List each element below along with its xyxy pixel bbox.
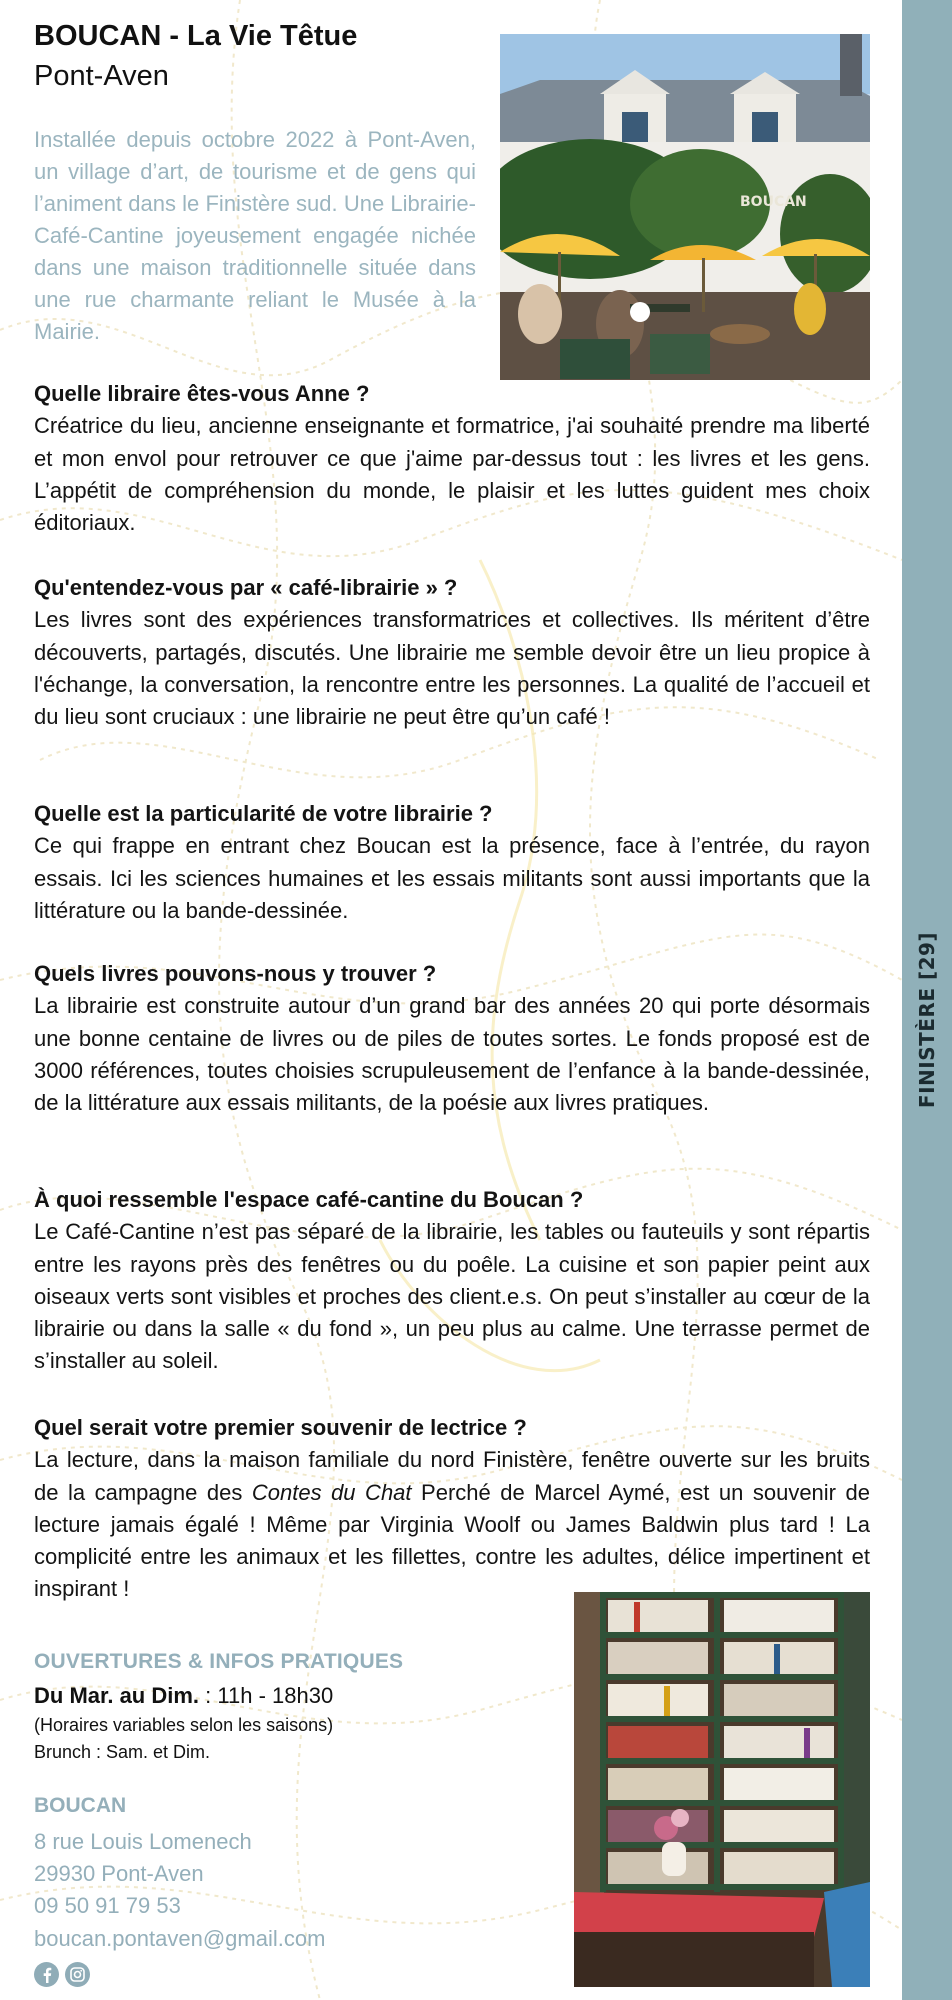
address-block [34, 1826, 325, 1955]
qa-block-lecture [34, 1412, 870, 1606]
social-icons [34, 1962, 90, 1987]
address-city: 29930 Pont-Aven [34, 1861, 204, 1887]
qa-block [34, 798, 870, 927]
qa-answer: Le Café-Cantine n’est pas séparé de la librairie, les tables ou fauteuils y sont répartis entre les rayons près des fenêtres ou du poêle. La cuisine et son papier peint aux oiseaux verts sont visibles et proches des client.e.s. On peut s’installer au cœur de la librairie ou dans la salle « du fond », un peu plus au calme. Une terrasse permet de s’installer au soleil. [34, 1219, 870, 1374]
brunch-info: Brunch : Sam. et Dim. [34, 1742, 211, 1762]
practical-info [34, 1650, 554, 1763]
storefront-sign-text: BOUCAN [740, 194, 807, 210]
qa-answer: Ce qui frappe en entrant chez Boucan est la présence, face à l’entrée, du rayon essais. Ici les sciences humaines et les essais militants sont aussi importants que la littérature ou la bande-dessinée. [34, 833, 870, 923]
address-street: 8 rue Louis Lomenech [34, 1829, 252, 1854]
phone-number[interactable]: 09 50 91 79 53 [34, 1893, 181, 1919]
page-title: BOUCAN - La Vie Têtue [34, 20, 358, 52]
qa-question: Qu'entendez-vous par « café-librairie » ? [34, 575, 458, 600]
qa-question: Quelle est la particularité de votre librairie ? [34, 801, 493, 826]
page-subtitle: Pont-Aven [34, 60, 169, 92]
storefront-photo [500, 34, 870, 380]
qa-answer: La librairie est construite autour d’un grand bar des années 20 qui porte désormais une bonne centaine de livres ou de piles de toutes sortes. Le fonds proposé est de 3000 références, toutes choisies scrupuleusement de l’enfance à la bande-dessinée, de la littérature aux essais militants, de la poésie aux livres pratiques. [34, 993, 870, 1116]
qa-block [34, 958, 870, 1119]
qa-block [34, 1184, 870, 1378]
qa-block [34, 378, 870, 539]
instagram-icon[interactable] [65, 1962, 90, 1987]
hours-note: (Horaires variables selon les saisons) [34, 1715, 334, 1735]
department-label-text: FINISTÈRE [29] [915, 931, 940, 1109]
qa-question: À quoi ressemble l'espace café-cantine du Boucan ? [34, 1187, 584, 1212]
qa-answer-part: La lecture, dans la maison familiale du nord Finistère, fenêtre ouverte sur les bruits de la campagne des [34, 1447, 870, 1505]
intro-paragraph: Installée depuis octobre 2022 à Pont-Aven, un village d’art, de tourisme et de gens qui l’animent dans le Finistère sud. Une Librairie-Café-Cantine joyeusement engagée nichée dans une maison traditionnelle située dans une rue charmante reliant le Musée à la Mairie. [34, 127, 476, 344]
qa-answer-part: Perché de Marcel Aymé, est un souvenir de lecture jamais égalé ! Même par Virginia Woolf ou James Baldwin plus tard ! La complicité entre les animaux et les fillettes, contre les adultes, délice impertinent et inspirant ! [34, 1479, 870, 1602]
bookshelf-photo [574, 1592, 870, 1987]
opening-hours [34, 1683, 554, 1709]
qa-question: Quel serait votre premier souvenir de lectrice ? [34, 1415, 527, 1440]
opening-days: Du Mar. au Dim. [34, 1683, 200, 1708]
qa-question: Quels livres pouvons-nous y trouver ? [34, 961, 437, 986]
info-heading: OUVERTURES & INFOS PRATIQUES [34, 1650, 404, 1673]
address-name: BOUCAN [34, 1794, 127, 1817]
qa-block [34, 572, 870, 733]
book-title: Contes du Chat [251, 1479, 412, 1505]
department-label [902, 931, 952, 1109]
qa-answer: Créatrice du lieu, ancienne enseignante et formatrice, j'ai souhaité prendre ma liberté et mon envol pour retrouver ce que j'aime par-dessus tout : les livres et les gens. L’appétit de compréhension du monde, le plaisir et les luttes guident mes choix éditoriaux. [34, 413, 870, 536]
facebook-icon[interactable] [34, 1962, 59, 1987]
email-link[interactable]: boucan.pontaven@gmail.com [34, 1925, 326, 1951]
opening-times: : 11h - 18h30 [199, 1683, 334, 1708]
qa-question: Quelle libraire êtes-vous Anne ? [34, 381, 370, 406]
qa-answer: Les livres sont des expériences transformatrices et collectives. Ils méritent d’être découverts, partagés, discutés. Une librairie me semble devoir être un lieu propice à l'échange, la conversation, la rencontre entre les personnes. La qualité de l’accueil et du lieu sont cruciaux : une librairie ne peut être qu’un café ! [34, 607, 870, 730]
